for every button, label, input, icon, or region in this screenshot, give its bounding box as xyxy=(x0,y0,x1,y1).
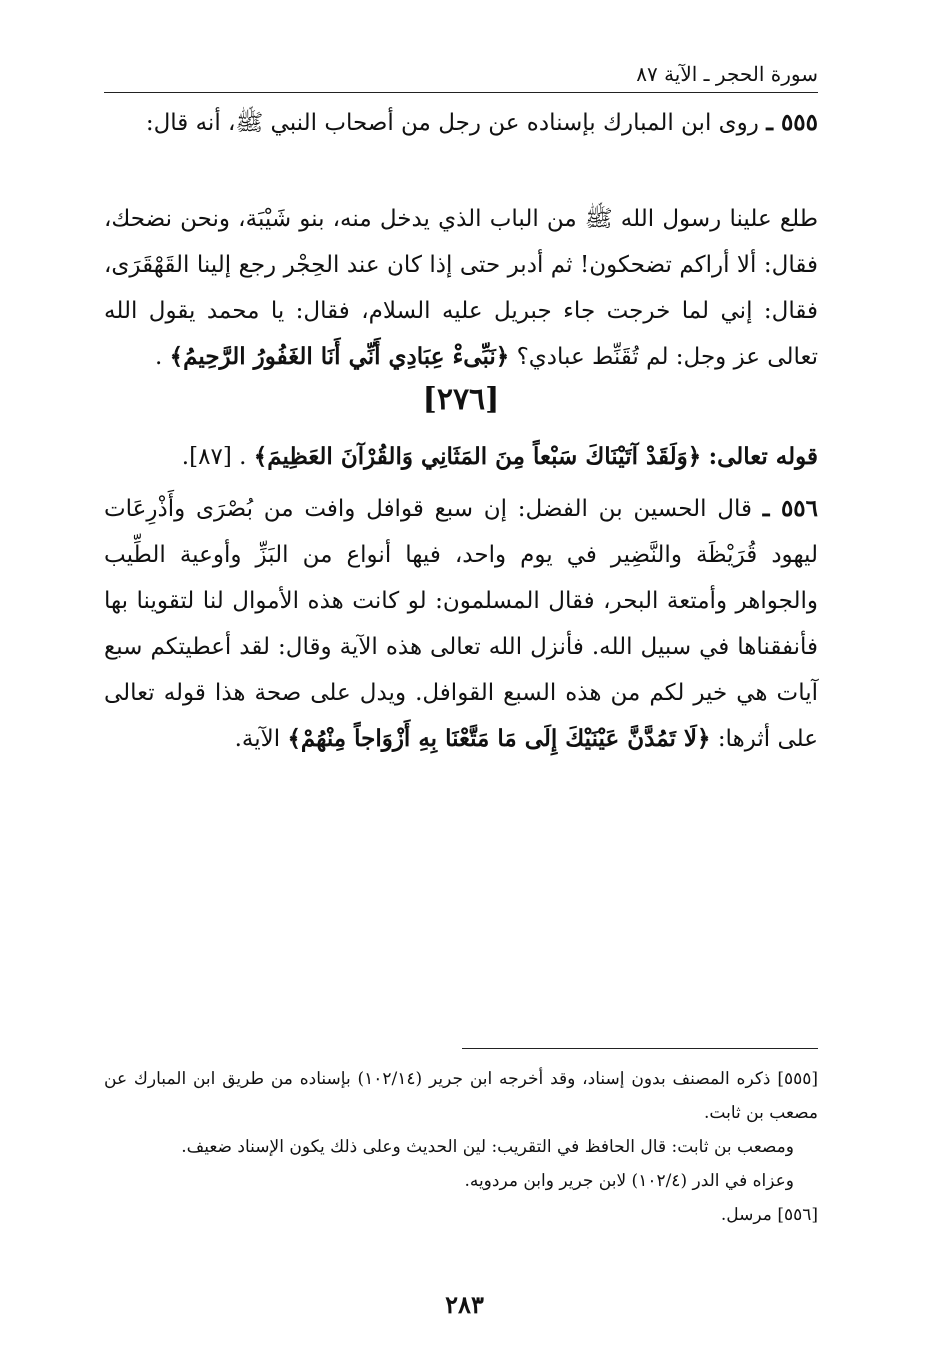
verse-lead: قوله تعالى: xyxy=(708,443,818,470)
section-number: [٢٧٦] xyxy=(422,382,500,417)
running-title: سورة الحجر ـ الآية ٨٧ xyxy=(624,62,818,86)
footnote-label: [٥٥٥] xyxy=(777,1069,818,1089)
hadith-556 xyxy=(104,486,818,762)
hadith-end: . xyxy=(154,344,163,370)
quran-quote: ﴿نَبِّىءْ عِبَادِي أَنِّي أَنَا الغَفُورُ الرَّحِيمُ﴾ xyxy=(169,343,510,370)
hadith-text: قال الحسين بن الفضل: إن سبع قوافل وافت من بُصْرَى وأَذْرِعَات ليهود قُرَيْظَة والنَّضِير في يوم واحد، فيها أنواع من البَزِّ وأوعية الطِّيب والجواهر وأمتعة البحر، فقال المسلمون: لو كانت هذه الأموال لنا لتقوينا بها فأنفقناها في سبيل الله. فأنزل الله تعالى هذه الآية وقال: لقد أعطيتكم سبع آيات هي خير لكم من هذه السبع القوافل. ويدل على صحة هذا قوله تعالى على أثرها: xyxy=(104,496,818,752)
footnote-text: ذكره المصنف بدون إسناد، وقد أخرجه ابن جرير (١٠٢/١٤) بإسناده من طريق ابن المبارك عن مصعب بن ثابت. xyxy=(104,1069,818,1123)
hadith-intro-text: روى ابن المبارك بإسناده عن رجل من أصحاب النبي ﷺ، أنه قال: xyxy=(145,110,759,136)
hadith-555-intro xyxy=(104,100,818,146)
verse-quran: ﴿وَلَقَدْ آتَيْنَاكَ سَبْعاً مِنَ المَثَانِي وَالقُرْآنَ العَظِيمَ﴾ xyxy=(253,443,702,470)
page-header xyxy=(104,58,818,93)
footnote-text: مرسل. xyxy=(720,1205,772,1225)
footnote-label: [٥٥٦] xyxy=(777,1205,818,1225)
page-number: ٢٨٣ xyxy=(445,1290,484,1319)
quran-quote: ﴿لَا تَمُدَّنَّ عَيْنَيْكَ إِلَى مَا مَتَّعْنَا بِهِ أَزْوَاجاً مِنْهُمْ﴾ xyxy=(287,725,711,752)
hadith-text: طلع علينا رسول الله ﷺ من الباب الذي يدخل منه، بنو شَيْبَة، ونحن نضحك، فقال: ألا أراكم تضحكون! ثم أدبر حتى إذا كان عند الحِجْر رجع إلينا القَهْقَرَى، فقال: إني لما خرجت جاء جبريل عليه السلام، فقال: يا محمد يقول الله تعالى عز وجل: لم تُقَنِّط عبادي؟ xyxy=(104,206,818,370)
hadith-number: ٥٥٥ ـ xyxy=(766,109,818,136)
verse-line xyxy=(104,434,818,480)
verse-reference: . [٨٧]. xyxy=(181,444,247,470)
footnote-555 xyxy=(104,1062,818,1130)
footnotes xyxy=(104,1062,818,1232)
footnote-555-line-2: ومصعب بن ثابت: قال الحافظ في التقريب: لين الحديث وعلى ذلك يكون الإسناد ضعيف. xyxy=(181,1137,794,1157)
footnote-555-line-3: وعزاه في الدر (١٠٢/٤) لابن جرير وابن مردويه. xyxy=(464,1171,794,1191)
footnote-divider xyxy=(462,1048,818,1049)
hadith-555-body xyxy=(104,196,818,380)
hadith-number: ٥٥٦ ـ xyxy=(762,495,819,522)
footnote-556 xyxy=(104,1198,818,1232)
hadith-end: الآية. xyxy=(234,726,281,752)
